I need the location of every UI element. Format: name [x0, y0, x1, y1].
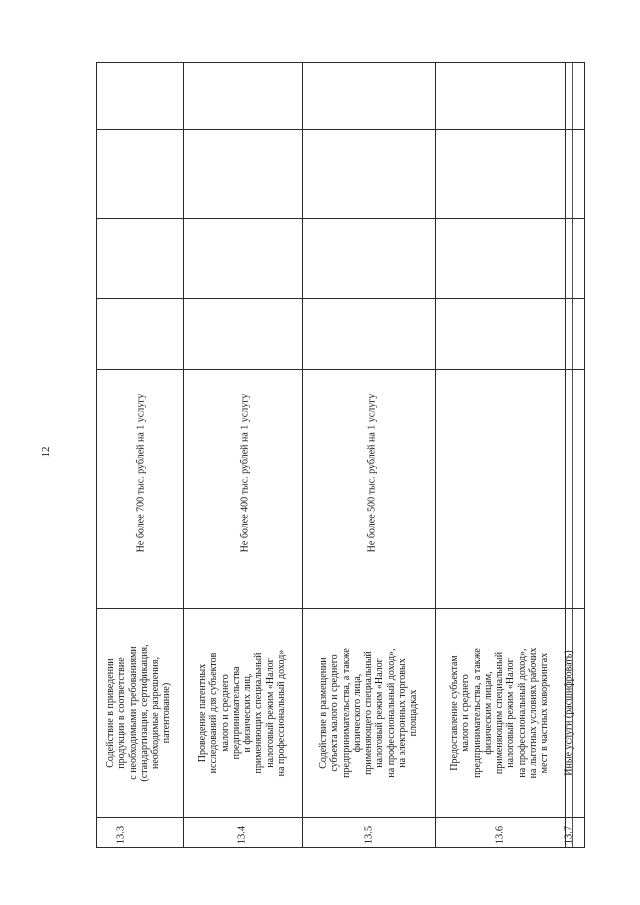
column-divider	[97, 608, 584, 609]
cost-limit: Не более 500 тыс. рублей на 1 услугу	[366, 393, 378, 553]
row-divider	[435, 63, 436, 847]
row-divider	[183, 63, 184, 847]
row-number: 13.4	[236, 825, 248, 845]
service-name: Предоставление субъектам малого и среднего предпринимательства, а также физическим лицам, применяющим специальный налоговый режим «Налог на профессиональный доход», на льготных условиях рабочих мест в частных коворкингах	[449, 647, 551, 779]
column-divider	[97, 369, 584, 370]
column-divider	[97, 218, 584, 219]
services-table	[96, 62, 585, 848]
cost-limit: Не более 700 тыс. рублей на 1 услугу	[135, 393, 147, 553]
row-divider	[302, 63, 303, 847]
service-name: Содействие в приведении продукции в соответствие с необходимыми требованиями (стандартизация, сертификация, необходимые разрешения, патентование)	[105, 644, 173, 782]
cost-limit: Не более 400 тыс. рублей на 1 услугу	[239, 393, 251, 553]
column-divider	[97, 817, 584, 818]
service-name: Содействие в размещении субъекта малого и среднего предпринимательства, а также физического лица, применяющего специальный налоговый режим «Налог на профессиональный доход», на электронных торговых площадках	[318, 648, 420, 778]
column-divider	[97, 129, 584, 130]
row-number: 13.3	[115, 825, 127, 845]
service-name: Иные услуги (расшифровать)	[563, 650, 575, 776]
row-number: 13.5	[363, 825, 375, 845]
column-divider	[97, 298, 584, 299]
row-number: 13.6	[494, 825, 506, 845]
service-name: Проведение патентных исследований для субъектов малого и среднего предпринимательства и физических лиц, применяющих специальный налоговый режим «Налог на профессиональный доход»	[196, 649, 287, 777]
row-number: 13.7	[563, 825, 575, 845]
page-number: 12	[40, 446, 52, 458]
